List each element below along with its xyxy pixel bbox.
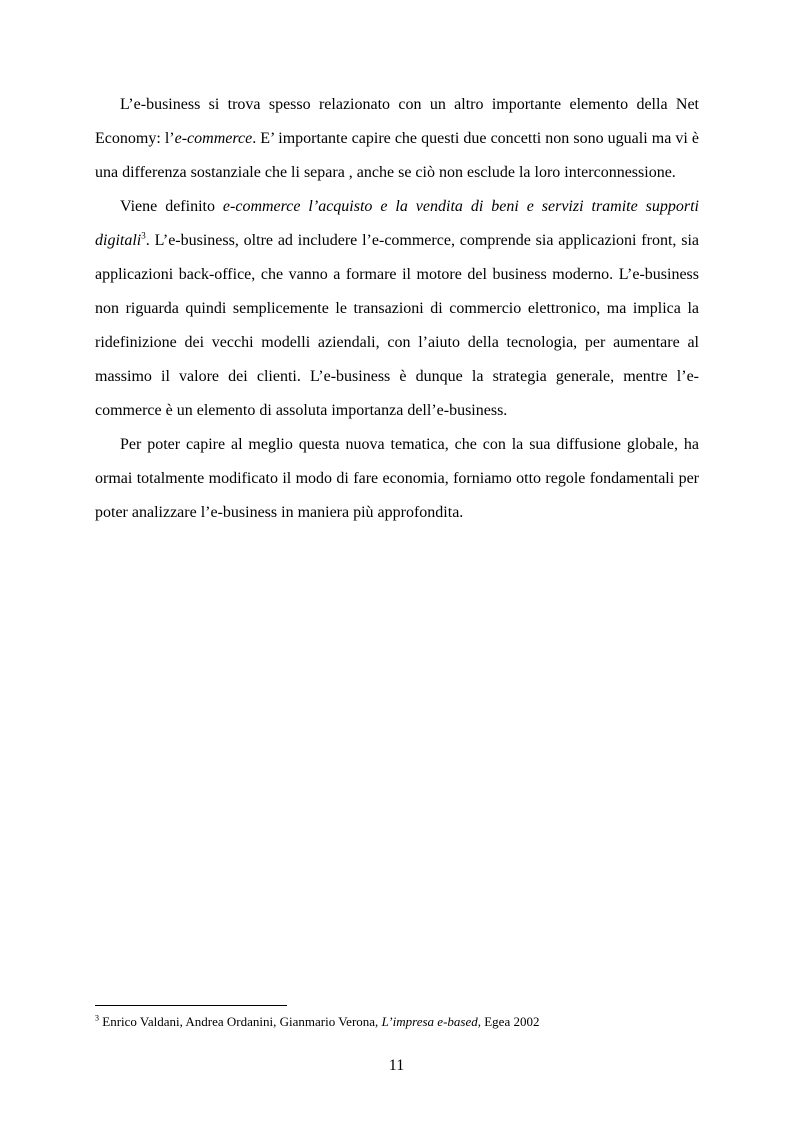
paragraph-1 [95,88,699,190]
body-text [95,88,699,530]
paragraph-1-text-a: L’e-business si trova spesso relazionato con un altro importante elemento della Net Economy: l’ [95,96,699,147]
paragraph-1-text-b: . E’ importante capire che questi due concetti non sono uguali ma vi è una differenza sostanziale che li separa , anche se ciò non esclude la loro interconnessione. [95,130,699,181]
paragraph-2-text-a: Viene definito [120,198,223,215]
paragraph-2-text-b: . L’e-business, oltre ad includere l’e-commerce, comprende sia applicazioni front, sia applicazioni back-office, che vanno a formare il motore del business moderno. L’e-business non riguarda quindi semplicemente le transazioni di commercio elettronico, ma implica la ridefinizione dei vecchi modelli aziendali, con l’aiuto della tecnologia, per aumentare al massimo il valore dei clienti. L’e-business è dunque la strategia generale, mentre l’e-commerce è un elemento di assoluta importanza dell’e-business. [95,232,699,419]
paragraph-3 [95,428,699,530]
footnote-reference[interactable]: 3 [141,230,146,241]
footnote-divider [95,1005,287,1006]
paragraph-2-italic-definition: e-commerce l’acquisto e la vendita di beni e servizi tramite supporti digitali [95,198,699,249]
paragraph-3-text: Per poter capire al meglio questa nuova tematica, che con la sua diffusione globale, ha ormai totalmente modificato il modo di fare economia, forniamo otto regole fondamentali per poter analizzare l’e-business in maniera più approfondita. [95,436,699,521]
footnote-title: L’impresa e-based [381,1014,478,1029]
footnote-number: 3 [95,1013,99,1023]
paragraph-2 [95,190,699,428]
footnote-authors: Enrico Valdani, Andrea Ordanini, Gianmario Verona, [99,1014,382,1029]
footnote [95,1013,699,1031]
page-number: 11 [388,1057,405,1074]
paragraph-1-italic-term: e-commerce [174,130,253,147]
footnote-publisher: , Egea 2002 [477,1014,540,1029]
